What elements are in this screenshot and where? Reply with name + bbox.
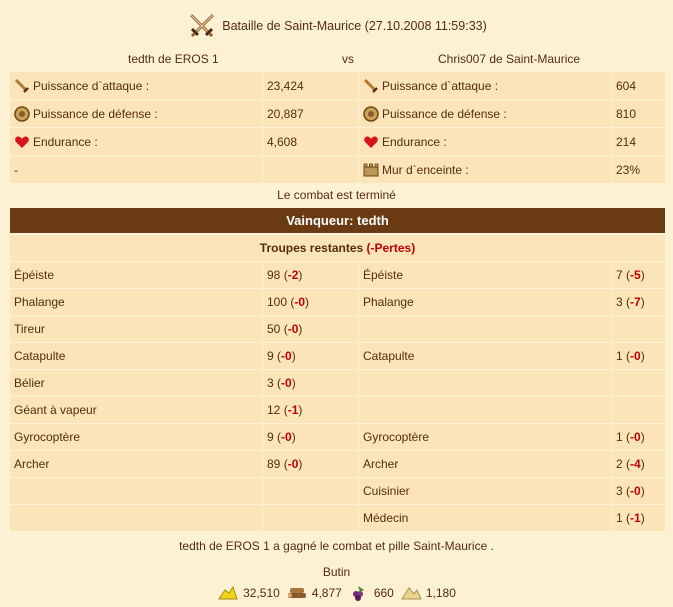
vs-label: vs (342, 52, 354, 66)
stat-row (10, 100, 665, 127)
stat-value: 23% (616, 162, 641, 177)
paren-close: ) (640, 349, 645, 363)
troop-row (10, 424, 665, 450)
paren-open: ( (622, 430, 631, 444)
troop-loss: -0 (294, 295, 306, 309)
stat-label: - (14, 162, 18, 177)
troop-loss: -7 (630, 295, 641, 309)
paren-open: ( (287, 295, 295, 309)
troop-name: Gyrocoptère (363, 430, 430, 444)
paren-open: ( (280, 322, 288, 336)
troop-count: 100 (267, 295, 288, 309)
heart-icon (14, 134, 30, 150)
troop-count: 7 (616, 268, 623, 282)
troop-name: Gyrocoptère (14, 430, 81, 444)
paren-open: ( (622, 511, 631, 525)
stat-value: 604 (616, 78, 637, 93)
paren-open: ( (273, 376, 282, 390)
troop-loss: -0 (281, 430, 292, 444)
stats-table (10, 72, 665, 184)
stat-label: Puissance de défense : (382, 106, 507, 121)
stat-label: Puissance d`attaque : (382, 78, 499, 93)
troop-count: 9 (267, 430, 274, 444)
sword-icon (363, 78, 379, 94)
troop-name: Tireur (14, 322, 45, 336)
troop-loss: -0 (281, 376, 292, 390)
wine-icon (348, 584, 370, 602)
paren-open: ( (622, 457, 631, 471)
paren-close: ) (640, 430, 645, 444)
troop-name: Cuisinier (363, 484, 410, 498)
paren-open: ( (273, 430, 282, 444)
sword-icon (14, 78, 30, 94)
paren-close: ) (640, 511, 645, 525)
paren-close: ) (291, 430, 296, 444)
troop-count: 3 (616, 484, 623, 498)
troop-loss: -1 (630, 511, 641, 525)
paren-close: ) (298, 322, 303, 336)
troop-count: 89 (267, 457, 281, 471)
paren-open: ( (280, 457, 288, 471)
paren-close: ) (298, 457, 303, 471)
paren-open: ( (280, 268, 288, 282)
troop-count: 3 (267, 376, 274, 390)
loot-value: 4,877 (311, 586, 342, 600)
battle-title-row (0, 8, 673, 44)
troop-row (10, 316, 665, 342)
wood-icon (286, 584, 308, 602)
loot-item (348, 584, 394, 602)
loot-value: 1,180 (425, 586, 456, 600)
paren-close: ) (640, 484, 645, 498)
stat-row (10, 72, 665, 99)
stat-value: 23,424 (267, 78, 304, 93)
paren-open: ( (273, 349, 282, 363)
troop-name: Bélier (14, 376, 45, 390)
paren-close: ) (298, 403, 303, 417)
loot-item (217, 584, 280, 602)
paren-close: ) (305, 295, 310, 309)
battle-summary: tedth de EROS 1 a gagné le combat et pille Saint-Maurice . (179, 539, 494, 553)
paren-open: ( (622, 484, 631, 498)
paren-open: ( (622, 268, 631, 282)
troop-count: 9 (267, 349, 274, 363)
troop-name: Phalange (363, 295, 414, 309)
heart-icon (363, 134, 379, 150)
troops-header-losses: (-Pertes) (366, 241, 416, 255)
troop-name: Géant à vapeur (14, 403, 97, 417)
paren-close: ) (291, 376, 296, 390)
stat-value: 20,887 (267, 106, 304, 121)
stat-label: Puissance d`attaque : (33, 78, 150, 93)
troop-count: 1 (616, 349, 623, 363)
troop-name: Médecin (363, 511, 409, 525)
wall-icon (363, 162, 379, 178)
shield-icon (363, 106, 379, 122)
troop-row (10, 451, 665, 477)
troop-row (10, 289, 665, 315)
stat-label: Endurance : (33, 134, 98, 149)
winner-banner (10, 208, 665, 233)
sulfur-icon (217, 584, 239, 602)
shield-icon (14, 106, 30, 122)
crossed-swords-icon (186, 10, 218, 42)
stat-row (10, 128, 665, 155)
loot-row (0, 582, 673, 604)
stat-label: Puissance de défense : (33, 106, 158, 121)
paren-close: ) (640, 295, 645, 309)
stat-label: Endurance : (382, 134, 447, 149)
loot-item (400, 584, 456, 602)
battle-title: Bataille de Saint-Maurice (27.10.2008 11:59:33) (222, 19, 487, 33)
loot-item (286, 584, 342, 602)
paren-open: ( (622, 295, 631, 309)
stat-value: 4,608 (267, 134, 298, 149)
troop-count: 50 (267, 322, 281, 336)
attacker-name: tedth de EROS 1 (128, 52, 219, 66)
troops-header (10, 235, 665, 261)
troop-count: 1 (616, 430, 623, 444)
stat-value: 810 (616, 106, 637, 121)
paren-open: ( (622, 349, 631, 363)
paren-close: ) (298, 268, 303, 282)
troop-count: 1 (616, 511, 623, 525)
troop-row (10, 478, 665, 504)
troop-row (10, 343, 665, 369)
troop-loss: -2 (287, 268, 299, 282)
loot-value: 660 (373, 586, 394, 600)
troop-name: Épéiste (14, 268, 55, 282)
loot-title: Butin (322, 565, 351, 579)
paren-close: ) (291, 349, 296, 363)
troop-count: 3 (616, 295, 623, 309)
troop-loss: -5 (630, 268, 641, 282)
troop-name: Catapulte (14, 349, 66, 363)
loot-value: 32,510 (243, 586, 280, 600)
combatants-row (10, 50, 665, 68)
troops-header-label: Troupes restantes (259, 241, 364, 255)
troop-loss: -4 (630, 457, 641, 471)
stat-value: 214 (616, 134, 637, 149)
troop-loss: -0 (287, 322, 299, 336)
stat-label: Mur d`enceinte : (382, 162, 469, 177)
troop-count: 2 (616, 457, 623, 471)
troop-row (10, 262, 665, 288)
troop-count: 98 (267, 268, 281, 282)
paren-close: ) (640, 457, 645, 471)
troop-name: Catapulte (363, 349, 415, 363)
winner-label: Vainqueur: tedth (286, 213, 389, 228)
troop-name: Phalange (14, 295, 65, 309)
troop-row (10, 505, 665, 531)
troop-row (10, 370, 665, 396)
defender-name: Chris007 de Saint-Maurice (438, 52, 581, 66)
troop-name: Archer (363, 457, 399, 471)
troop-name: Épéiste (363, 268, 404, 282)
troop-loss: -0 (630, 349, 641, 363)
troop-count: 12 (267, 403, 281, 417)
stat-row (10, 156, 665, 183)
troop-loss: -0 (630, 484, 641, 498)
troop-row (10, 397, 665, 423)
paren-open: ( (280, 403, 288, 417)
paren-close: ) (640, 268, 645, 282)
combat-status: Le combat est terminé (277, 188, 396, 202)
troops-table (10, 262, 665, 532)
troop-loss: -0 (281, 349, 292, 363)
troop-loss: -1 (287, 403, 299, 417)
marble-icon (400, 584, 422, 602)
troop-loss: -0 (630, 430, 641, 444)
troop-loss: -0 (287, 457, 299, 471)
troop-name: Archer (14, 457, 50, 471)
